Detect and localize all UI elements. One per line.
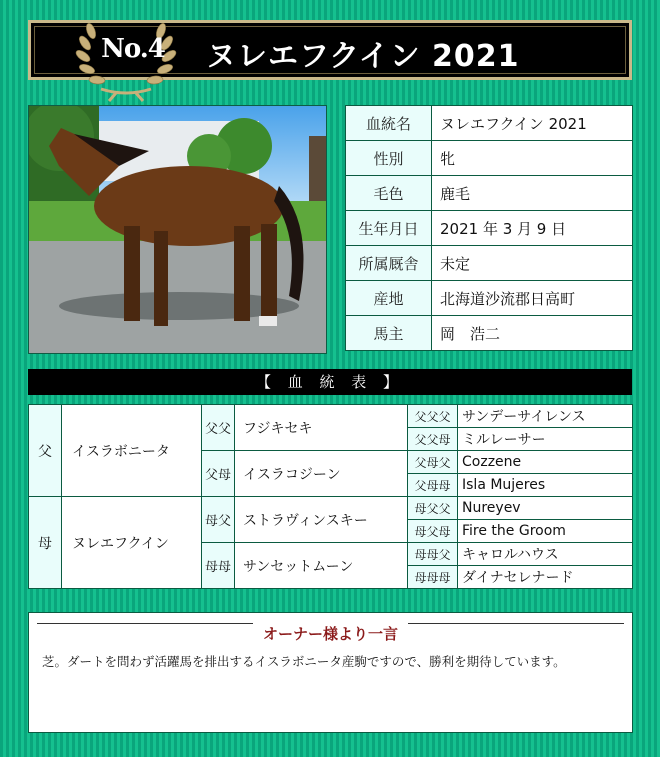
g2-label: 母父 [202, 497, 235, 543]
info-label: 馬主 [346, 316, 432, 351]
g3-name: Isla Mujeres [458, 474, 633, 497]
g2-label: 父父 [202, 405, 235, 451]
g3-name: キャロルハウス [458, 543, 633, 566]
owner-comment-box [28, 612, 633, 733]
g2-label: 父母 [202, 451, 235, 497]
owner-heading-text: オーナー様より一言 [253, 623, 408, 644]
info-label: 血統名 [346, 106, 432, 141]
g2-name: ストラヴィンスキー [235, 497, 408, 543]
g3-name: ダイナセレナード [458, 566, 633, 589]
g3-label: 母父母 [408, 520, 458, 543]
sire-label: 父 [29, 405, 62, 497]
horse-info-table [345, 105, 633, 351]
g3-label: 父母父 [408, 451, 458, 474]
g2-name: サンセットムーン [235, 543, 408, 589]
info-label: 産地 [346, 281, 432, 316]
g3-label: 父父母 [408, 428, 458, 451]
info-row-birthplace [346, 281, 633, 316]
info-value: 北海道沙流郡日高町 [432, 281, 633, 316]
horse-photo-image [29, 106, 327, 354]
g3-name: Fire the Groom [458, 520, 633, 543]
g3-name: Cozzene [458, 451, 633, 474]
info-value: 未定 [432, 246, 633, 281]
owner-heading [37, 623, 624, 643]
g2-name: フジキセキ [235, 405, 408, 451]
info-row-owner [346, 316, 633, 351]
info-label: 毛色 [346, 176, 432, 211]
pedigree-table [28, 404, 633, 589]
info-row-name [346, 106, 633, 141]
g3-label: 母母母 [408, 566, 458, 589]
dam-name: ヌレエフクイン [62, 497, 202, 589]
dam-label: 母 [29, 497, 62, 589]
info-value: 2021 年 3 月 9 日 [432, 211, 633, 246]
info-row-stable [346, 246, 633, 281]
info-value: 鹿毛 [432, 176, 633, 211]
info-label: 性別 [346, 141, 432, 176]
g2-label: 母母 [202, 543, 235, 589]
horse-photo [28, 105, 327, 354]
sire-name: イスラボニータ [62, 405, 202, 497]
g3-name: サンデーサイレンス [458, 405, 633, 428]
info-row-color [346, 176, 633, 211]
g3-label: 父母母 [408, 474, 458, 497]
info-value: 岡 浩二 [432, 316, 633, 351]
g3-label: 母父父 [408, 497, 458, 520]
g3-label: 母母父 [408, 543, 458, 566]
info-row-sex [346, 141, 633, 176]
info-label: 生年月日 [346, 211, 432, 246]
info-value: ヌレエフクイン 2021 [432, 106, 633, 141]
g3-name: Nureyev [458, 497, 633, 520]
entry-number: No.4 [101, 34, 165, 64]
owner-message: 芝。ダートを問わず活躍馬を排出するイスラボニータ産駒ですので、勝利を期待しています。 [42, 654, 566, 669]
page-title: ヌレエフクイン 2021 [206, 39, 520, 74]
info-row-birthdate [346, 211, 633, 246]
g3-label: 父父父 [408, 405, 458, 428]
g3-name: ミルレーサー [458, 428, 633, 451]
g2-name: イスラコジーン [235, 451, 408, 497]
pedigree-heading: 【 血 統 表 】 [28, 369, 632, 395]
info-label: 所属厩舎 [346, 246, 432, 281]
info-value: 牝 [432, 141, 633, 176]
title-banner [28, 20, 632, 80]
